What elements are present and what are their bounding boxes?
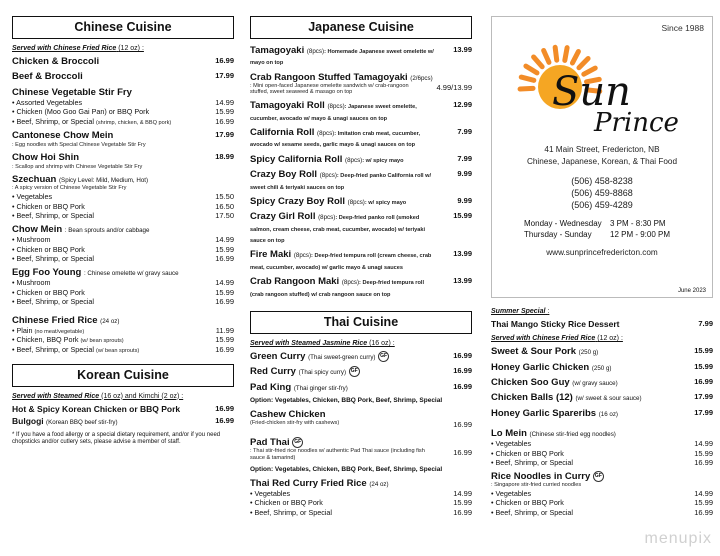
sun-ray xyxy=(572,51,578,63)
menu-option[interactable]: • Mushroom 14.99 xyxy=(12,235,234,245)
menu-option[interactable]: • Vegetables 15.50 xyxy=(12,192,234,202)
menu-option[interactable]: • Chicken or BBQ Pork 15.99 xyxy=(491,498,713,508)
sun-ray xyxy=(544,50,549,62)
sun-ray xyxy=(520,88,533,89)
allergy-note: * If you have a food allergy or a special dietary requirement, and/or if you need chopsticks and/or cutlery sets, please advise a member of staff. xyxy=(12,432,221,446)
option-line: Option: Vegetables, Chicken, BBQ Pork, Beef, Shrimp, Special xyxy=(250,397,443,405)
menu-item-title: Egg Foo Young : Chinese omelette w/ gravy sauce xyxy=(12,267,179,279)
menu-item-title: Chow Mein : Bean sprouts and/or cabbage xyxy=(12,224,150,236)
menu-item[interactable]: Pad King (Thai ginger stir-fry) 16.99 xyxy=(250,381,472,393)
summer-subheading: Summer Special : xyxy=(491,308,550,315)
menu-option[interactable]: • Beef, Shrimp, or Special 16.99 xyxy=(491,457,713,467)
watermark: menupix xyxy=(644,530,712,547)
menu-item[interactable]: Beef & Broccoli 17.99 xyxy=(12,71,234,83)
menu-option[interactable]: • Beef, Shrimp, or Special 16.99 xyxy=(250,507,472,517)
column-chinese-korean xyxy=(12,16,234,447)
menu-item[interactable]: Cashew Chicken xyxy=(250,409,326,421)
logo-word-prince: Prince xyxy=(594,108,679,135)
menu-item[interactable]: Honey Garlic Spareribs (16 oz) 17.99 xyxy=(491,407,713,419)
menu-option[interactable]: • Beef, Shrimp, or Special (w/ bean sprouts) 16.99 xyxy=(12,344,234,354)
chinese-subheading: Served with Chinese Fried Rice (12 oz) : xyxy=(12,45,144,52)
menu-item[interactable]: California Roll (8pcs): Imitation crab meat, cucumber, avocado w/ sesame seeds, garlic mayo & unagi sauces on top 7.99 xyxy=(250,126,472,149)
menu-item-title: Lo Mein (Chinese stir-fried egg noodles) xyxy=(491,428,616,440)
menu-option[interactable]: • Beef, Shrimp, or Special 16.99 xyxy=(12,254,234,263)
menu-item[interactable]: Pad Thai GF xyxy=(250,437,472,448)
menu-item[interactable]: Chicken Soo Guy (w/ gravy sauce) 16.99 xyxy=(491,376,713,388)
menu-item[interactable]: Green Curry (Thai sweet-green curry) GF 16.99 xyxy=(250,351,472,363)
sun-ray xyxy=(555,47,557,60)
sun-ray xyxy=(521,77,534,80)
phone-1[interactable]: (506) 458-8238 xyxy=(571,175,633,186)
menu-option[interactable]: • Chicken or BBQ Pork 15.99 xyxy=(12,287,234,297)
logo-word-sun: Sun xyxy=(552,69,631,115)
phone-2[interactable]: (506) 459-8868 xyxy=(571,187,633,198)
menu-item[interactable]: Tamagoyaki (8pcs): Homemade Japanese sweet omelette w/ mayo on top 13.99 xyxy=(250,45,472,67)
hours-time: 3 PM - 8:30 PM xyxy=(610,219,666,229)
item-description: : Singapore stir-fried curried noodles xyxy=(491,482,582,489)
menu-item[interactable]: Chicken & Broccoli 16.99 xyxy=(12,56,234,67)
cuisines: Chinese, Japanese, Korean, & Thai Food xyxy=(526,157,678,167)
menu-option[interactable]: • Chicken or BBQ Pork 15.99 xyxy=(12,244,234,254)
menu-item-detail: : Mini open-faced Japanese omelette sandwich w/ crab-rangoon stuffed, sweet seaweed & masago on top 4.99/13.99 xyxy=(250,82,472,96)
gluten-free-icon: GF xyxy=(349,366,360,377)
opening-hours xyxy=(492,219,712,241)
menu-item[interactable]: Tamagoyaki Roll (8pcs): Japanese sweet omelette, cucumber, avocado w/ mayo & unagi sauces on top 12.99 xyxy=(250,100,472,122)
menu-option[interactable]: • Chicken, BBQ Pork (w/ bean sprouts) 15.99 xyxy=(12,335,234,345)
menu-option[interactable]: • Beef, Shrimp, or Special 17.50 xyxy=(12,210,234,220)
menu-item-title: Thai Red Curry Fried Rice (24 oz) xyxy=(250,477,389,489)
since-label: Since 1988 xyxy=(661,23,704,33)
menu-item[interactable]: Red Curry (Thai spicy curry) GF 16.99 xyxy=(250,366,472,378)
menu-item[interactable]: Sweet & Sour Pork (250 g) 15.99 xyxy=(491,346,713,358)
menu-item[interactable]: Spicy California Roll (8pcs): w/ spicy mayo 7.99 xyxy=(250,153,472,165)
gluten-free-icon: GF xyxy=(378,351,389,362)
menu-item[interactable]: Cantonese Chow Mein 17.99 xyxy=(12,130,234,142)
menu-date: June 2023 xyxy=(677,288,706,294)
sun-logo-icon xyxy=(502,35,702,135)
menu-option[interactable]: • Mushroom 14.99 xyxy=(12,278,234,288)
sun-ray xyxy=(565,48,567,61)
sun-ray xyxy=(534,57,543,67)
menu-option[interactable]: • Vegetables 14.99 xyxy=(491,439,713,449)
menu-item-detail: : Thai stir-fried rice noodles w/ authentic Pad Thai sauce (including fish sauce & tamarind) 16.99 xyxy=(250,448,472,462)
phone-3[interactable]: (506) 459-4289 xyxy=(571,199,633,210)
menu-item[interactable]: Crazy Girl Roll (8pcs): Deep-fried panko roll (smoked salmon, cream cheese, crab meat, cucumber, avocado) w/ teriyaki sauce on top 15.99 xyxy=(250,211,472,245)
gluten-free-icon: GF xyxy=(593,471,604,482)
menu-item[interactable]: Fire Maki (8pcs): Deep-fried tempura roll (cream cheese, crab meat, cucumber, avocado) w/ garlic mayo & unagi sauces 13.99 xyxy=(250,249,472,271)
menu-item[interactable]: Thai Mango Sticky Rice Dessert 7.99 xyxy=(491,319,713,329)
menu-item-title: Chinese Fried Rice (24 oz) xyxy=(12,314,120,326)
fried-rice-subheading: Served with Chinese Fried Rice (12 oz) : xyxy=(491,335,623,343)
address: 41 Main Street, Fredericton, NB xyxy=(544,145,660,154)
menu-item[interactable]: Spicy Crazy Boy Roll (8pcs): w/ spicy mayo 9.99 xyxy=(250,195,472,207)
menu-option[interactable]: • Chicken (Moo Goo Gai Pan) or BBQ Pork 15.99 xyxy=(12,107,234,117)
thai-subheading: Served with Steamed Jasmine Rice (16 oz) : xyxy=(250,340,395,348)
menu-item[interactable]: Chicken Balls (12) (w/ sweet & sour sauce) 17.99 xyxy=(491,392,713,404)
menu-option[interactable]: • Vegetables 14.99 xyxy=(250,488,472,498)
menu-option[interactable]: • Beef, Shrimp, or Special (shrimp, chicken, & BBQ pork) 16.99 xyxy=(12,116,234,126)
menu-option[interactable]: • Chicken or BBQ Pork 16.50 xyxy=(12,201,234,211)
menu-option[interactable]: • Plain (no meat/vegetable) 11.99 xyxy=(12,325,234,335)
sun-ray xyxy=(526,66,537,73)
menu-option[interactable]: • Vegetables 14.99 xyxy=(491,488,713,498)
menu-item-detail: (Fried-chicken stir-fry with cashews) 16.99 xyxy=(250,420,472,430)
website-link[interactable]: www.sunprincefredericton.com xyxy=(546,247,658,257)
menu-item[interactable]: Honey Garlic Chicken (250 g) 15.99 xyxy=(491,361,713,373)
hours-time: 12 PM - 9:00 PM xyxy=(610,229,671,239)
menu-item[interactable]: Hot & Spicy Korean Chicken or BBQ Pork 16.99 xyxy=(12,403,234,414)
option-line: Option: Vegetables, Chicken, BBQ Pork, Beef, Shrimp, Special xyxy=(250,465,443,473)
menu-option[interactable]: • Chicken or BBQ Pork 15.99 xyxy=(491,448,713,458)
menu-item[interactable]: Bulgogi (Korean BBQ beef stir-fry) 16.99 xyxy=(12,415,234,426)
menu-item[interactable]: Crazy Boy Roll (8pcs): Deep-fried panko California roll w/ sweet chili & teriyaki sauces on top 9.99 xyxy=(250,169,472,191)
thai-heading: Thai Cuisine xyxy=(250,311,472,334)
menu-item-title: Chinese Vegetable Stir Fry xyxy=(12,86,132,98)
menu-option[interactable]: • Chicken or BBQ Pork 15.99 xyxy=(250,498,472,508)
menu-item[interactable]: Crab Rangoon Stuffed Tamagoyaki (2/6pcs) xyxy=(250,71,433,83)
item-description: : A spicy version of Chinese Vegetable Stir Fry xyxy=(12,185,127,192)
hours-days: Thursday - Sunday xyxy=(524,229,592,239)
menu-item-title: Szechuan (Spicy Level: Mild, Medium, Hot) xyxy=(12,174,149,186)
column-info-specials xyxy=(491,0,713,517)
menu-item[interactable]: Chow Hoi Shin 18.99 xyxy=(12,152,234,164)
gluten-free-icon: GF xyxy=(292,437,303,448)
menu-option[interactable]: • Beef, Shrimp, or Special 16.99 xyxy=(491,507,713,517)
japanese-heading: Japanese Cuisine xyxy=(250,16,472,39)
menu-item-title: Rice Noodles in Curry GF xyxy=(491,471,713,482)
korean-subheading: Served with Steamed Rice (16 oz) and Kimchi (2 oz) : xyxy=(12,392,184,400)
column-japanese-thai xyxy=(250,16,472,517)
menu-item[interactable]: Crab Rangoon Maki (8pcs): Deep-fried tempura roll (crab rangoon stuffed) w/ crab rangoon sauce on top 13.99 xyxy=(250,276,472,298)
restaurant-info-card xyxy=(491,16,713,298)
chinese-heading: Chinese Cuisine xyxy=(12,16,234,39)
menu-option[interactable]: • Assorted Vegetables 14.99 xyxy=(12,97,234,107)
item-description: : Egg noodles with Special Chinese Vegetable Stir Fry xyxy=(12,141,146,148)
sun-ray xyxy=(579,59,588,68)
hours-days: Monday - Wednesday xyxy=(524,219,602,229)
menu-option[interactable]: • Beef, Shrimp, or Special 16.99 xyxy=(12,297,234,307)
item-description: : Scallop and shrimp with Chinese Vegetable Stir Fry xyxy=(12,163,143,170)
korean-heading: Korean Cuisine xyxy=(12,364,234,387)
